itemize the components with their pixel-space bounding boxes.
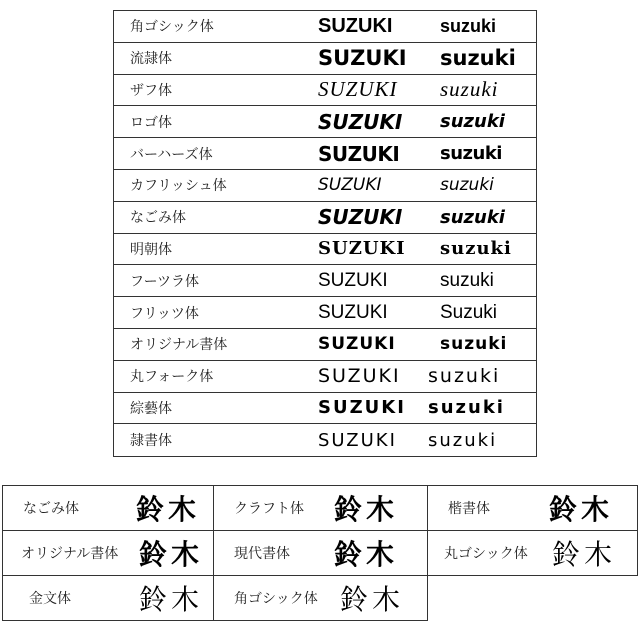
sample-lowercase: Suzuki — [440, 301, 498, 323]
sample-lowercase: suzuki — [440, 46, 516, 71]
sample-uppercase: SUZUKI — [318, 77, 398, 102]
sample-uppercase: SUZUKI — [318, 269, 388, 291]
font-row-kaflisch — [114, 170, 536, 202]
font-name: 金文体 — [29, 591, 71, 607]
kanji-sample: 鈴木 — [552, 538, 617, 571]
sample-lowercase: suzuki — [428, 397, 505, 419]
font-name: 楷書体 — [448, 501, 490, 517]
font-name: 流隷体 — [130, 51, 172, 68]
sample-uppercase: SUZUKI — [318, 141, 400, 166]
kanji-sample: 鈴木 — [549, 493, 614, 526]
font-name: オリジナル書体 — [130, 337, 228, 354]
kanji-cell-craft — [213, 485, 428, 531]
sample-uppercase: SUZUKI — [318, 109, 403, 134]
font-row-nagomi — [114, 202, 536, 234]
font-row-zapf — [114, 75, 536, 107]
font-row-original — [114, 329, 536, 361]
font-name: 角ゴシック体 — [130, 19, 214, 36]
sample-lowercase: suzuki — [440, 175, 494, 196]
kanji-sample: 鈴木 — [340, 583, 405, 616]
sample-uppercase: SUZUKI — [318, 365, 401, 388]
sample-uppercase: SUZUKI — [318, 238, 406, 260]
sample-uppercase: SUZUKI — [318, 175, 382, 196]
font-name: フーツラ体 — [130, 273, 200, 290]
kanji-cell-kaku-gothic — [213, 575, 428, 621]
sample-uppercase: SUZUKI — [318, 429, 397, 451]
font-row-kaku-gothic — [114, 11, 536, 43]
kanji-sample: 鈴木 — [139, 583, 204, 616]
font-name: 明朝体 — [130, 241, 172, 258]
font-name: ロゴ体 — [130, 114, 172, 131]
font-sample-table — [113, 10, 537, 457]
kanji-cell-kaisho — [427, 485, 638, 531]
kanji-cell-nagomi — [2, 485, 214, 531]
kanji-sample: 鈴木 — [136, 493, 201, 526]
sample-uppercase: SUZUKI — [318, 14, 393, 37]
font-row-mincho — [114, 234, 536, 266]
font-name: 丸フォーク体 — [130, 369, 214, 386]
font-name: 隷書体 — [130, 433, 172, 450]
sample-lowercase: suzuki — [440, 143, 502, 165]
font-name: 角ゴシック体 — [234, 591, 318, 607]
sample-lowercase: suzuki — [440, 15, 497, 36]
kanji-sample: 鈴木 — [334, 493, 399, 526]
sample-uppercase: SUZUKI — [318, 334, 396, 355]
sample-lowercase: suzuki — [440, 77, 499, 102]
font-row-logo — [114, 106, 536, 138]
font-row-reisho — [114, 424, 536, 456]
kanji-cell-gendai — [213, 530, 428, 576]
sample-uppercase: SUZUKI — [318, 46, 407, 71]
font-name: オリジナル書体 — [21, 546, 119, 562]
font-name: なごみ体 — [130, 210, 186, 227]
font-name: カフリッシュ体 — [130, 178, 227, 195]
font-row-futura — [114, 265, 536, 297]
kanji-sample: 鈴木 — [139, 538, 204, 571]
kanji-cell-kinbun — [2, 575, 214, 621]
sample-uppercase: SUZUKI — [318, 397, 406, 419]
sample-lowercase: suzuki — [440, 206, 505, 228]
sample-lowercase: suzuki — [440, 238, 512, 260]
sample-lowercase: suzuki — [440, 334, 508, 355]
font-name: 現代書体 — [234, 546, 290, 562]
sample-lowercase: suzuki — [440, 269, 494, 291]
font-name: フリッツ体 — [130, 305, 199, 322]
sample-uppercase: SUZUKI — [318, 205, 403, 230]
sample-lowercase: suzuki — [428, 365, 501, 388]
kanji-sample: 鈴木 — [334, 538, 399, 571]
sample-uppercase: SUZUKI — [318, 301, 388, 323]
font-name: なごみ体 — [23, 501, 79, 517]
kanji-cell-maru-gothic — [427, 530, 638, 576]
font-row-maru-folk — [114, 361, 536, 393]
kanji-sample-grid — [2, 485, 638, 621]
font-row-fritz — [114, 297, 536, 329]
font-row-ryurei — [114, 43, 536, 75]
font-name: クラフト体 — [234, 501, 304, 517]
font-name: 綜藝体 — [130, 400, 172, 417]
font-row-sogei — [114, 393, 536, 425]
font-name: バーハーズ体 — [130, 146, 213, 163]
sample-lowercase: suzuki — [428, 429, 498, 451]
font-row-bauhaus — [114, 138, 536, 170]
kanji-cell-original — [2, 530, 214, 576]
sample-lowercase: suzuki — [440, 111, 505, 133]
font-name: ザフ体 — [130, 82, 172, 99]
font-name: 丸ゴシック体 — [444, 546, 528, 562]
